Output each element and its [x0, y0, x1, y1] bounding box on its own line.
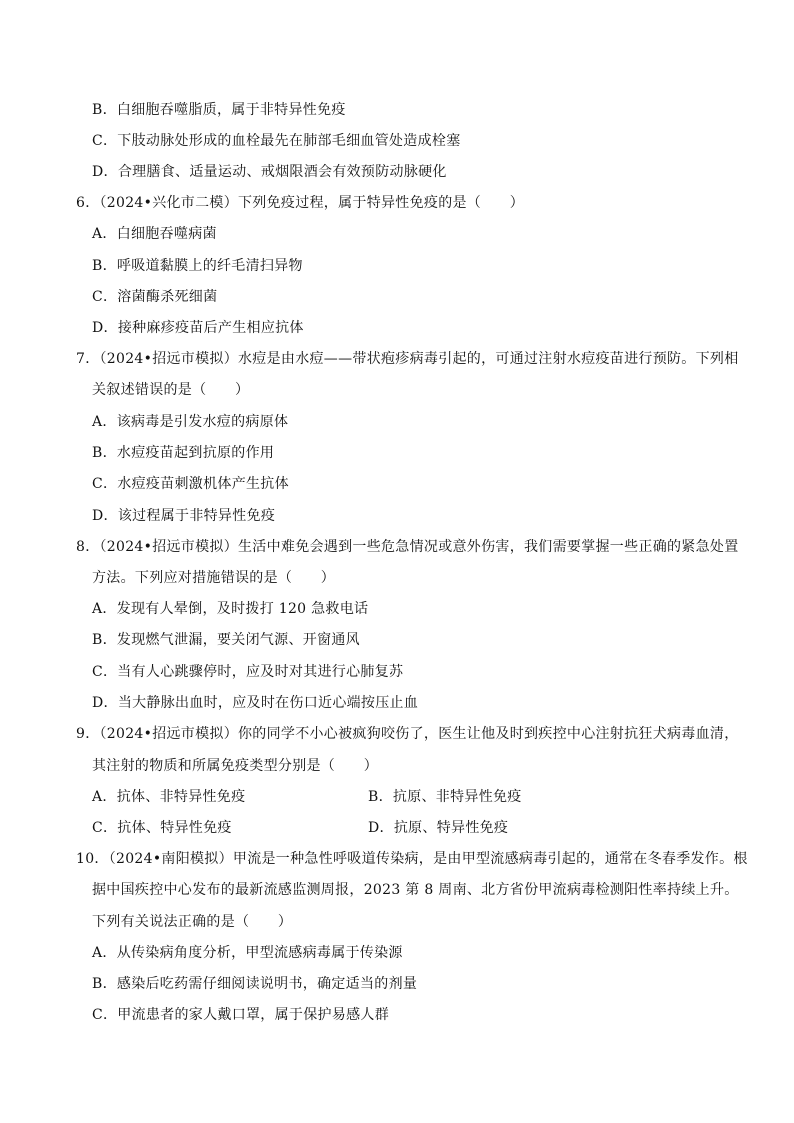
option-text: A．发现有人晕倒，及时拨打 120 急救电话: [92, 601, 369, 617]
question-continuation: 其注射的物质和所属免疫类型分别是（ ）: [92, 758, 378, 774]
question-8: 8．（2024•招远市模拟）生活中难免会遇到一些危急情况或意外伤害，我们需要掌握一些正确的紧急处置: [76, 539, 739, 555]
option-text: A．该病毒是引发水痘的病原体: [92, 414, 289, 430]
option-text: A．白细胞吞噬病菌: [92, 226, 217, 242]
option-text: B．呼吸道黏膜上的纤毛清扫异物: [92, 258, 303, 274]
option-text: B．抗原、非特异性免疫: [368, 789, 522, 805]
option-text: A．从传染病角度分析，甲型流感病毒属于传染源: [92, 945, 403, 961]
option-text: D．抗原、特异性免疫: [368, 820, 509, 836]
option-text: D．当大静脉出血时，应及时在伤口近心端按压止血: [92, 695, 419, 711]
question-6: 6．（2024•兴化市二模）下列免疫过程，属于特异性免疫的是（ ）: [76, 195, 524, 211]
question-9: 9．（2024•招远市模拟）你的同学不小心被疯狗咬伤了，医生让他及时到疾控中心注射抗狂犬病毒血清，: [76, 726, 739, 742]
option-text: D．接种麻疹疫苗后产生相应抗体: [92, 320, 304, 336]
option-text: C．溶菌酶杀死细菌: [92, 289, 218, 305]
question-10: 10．（2024•南阳模拟）甲流是一种急性呼吸道传染病，是由甲型流感病毒引起的，通常在冬春季发作。根: [76, 851, 748, 867]
option-text: B．水痘疫苗起到抗原的作用: [92, 445, 275, 461]
option-text: C．水痘疫苗刺激机体产生抗体: [92, 476, 289, 492]
question-continuation: 方法。下列应对措施错误的是（ ）: [92, 570, 336, 586]
option-text: A．抗体、非特异性免疫: [92, 789, 246, 805]
question-continuation: 据中国疾控中心发布的最新流感监测周报，2023 第 8 周南、北方省份甲流病毒检测阳性率持续上升。: [92, 882, 739, 898]
option-text: C．当有人心跳骤停时，应及时对其进行心肺复苏: [92, 664, 404, 680]
question-7: 7．（2024•招远市模拟）水痘是由水痘——带状疱疹病毒引起的，可通过注射水痘疫苗进行预防。下列相: [76, 351, 739, 367]
option-text: D．合理膳食、适量运动、戒烟限酒会有效预防动脉硬化: [92, 164, 447, 180]
option-text: B．感染后吃药需仔细阅读说明书，确定适当的剂量: [92, 976, 418, 992]
option-text: C．甲流患者的家人戴口罩，属于保护易感人群: [92, 1007, 390, 1023]
question-continuation: 关叙述错误的是（ ）: [92, 382, 250, 398]
option-text: D．该过程属于非特异性免疫: [92, 508, 276, 524]
option-text: C．抗体、特异性免疫: [92, 820, 232, 836]
option-text: B．白细胞吞噬脂质，属于非特异性免疫: [92, 102, 346, 118]
option-text: B．发现燃气泄漏，要关闭气源、开窗通风: [92, 632, 360, 648]
option-text: C．下肢动脉处形成的血栓最先在肺部毛细血管处造成栓塞: [92, 133, 461, 149]
question-continuation: 下列有关说法正确的是（ ）: [92, 914, 293, 930]
